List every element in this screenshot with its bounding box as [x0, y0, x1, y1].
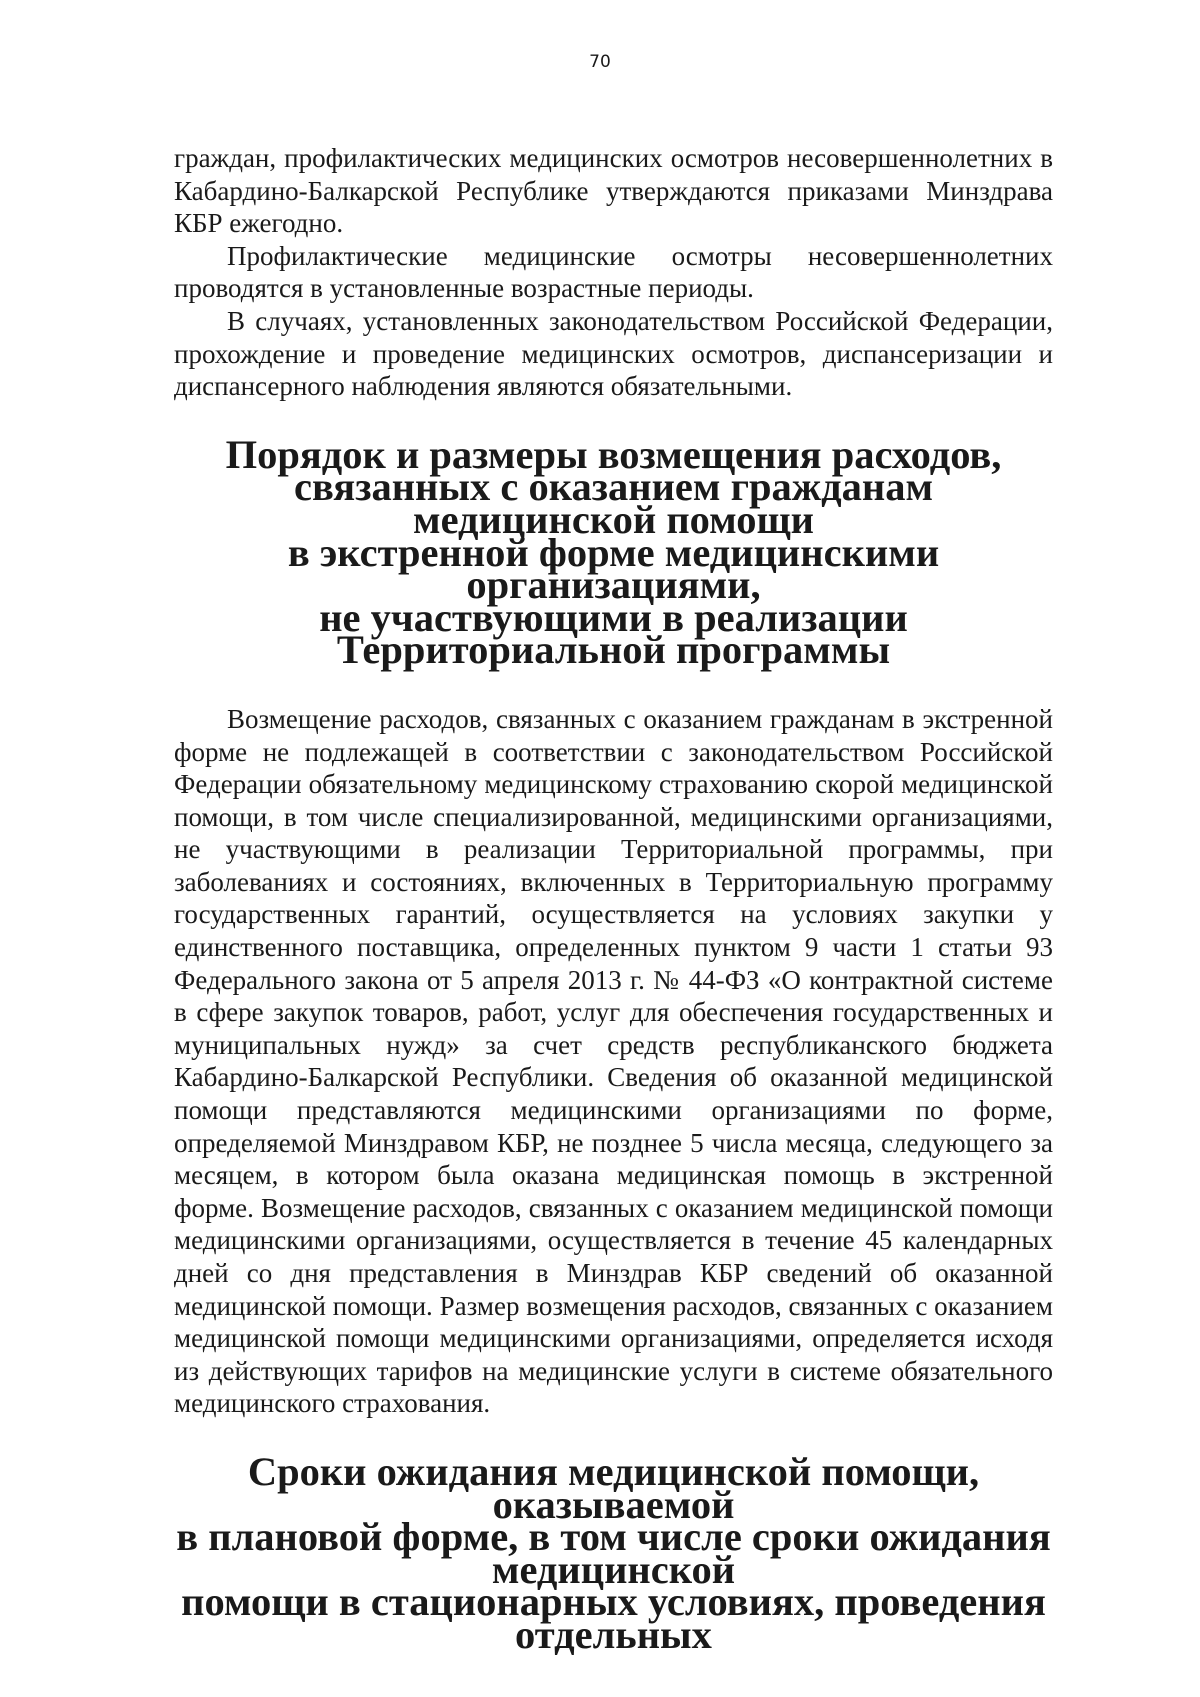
- paragraph-preventive-exams: Профилактические медицинские осмотры несовершеннолетних проводятся в установленные возрастные периоды.: [174, 240, 1053, 304]
- section-heading-waiting-times: [174, 1448, 1053, 1657]
- heading-line: в экстренной форме медицинскими организациями,: [287, 529, 940, 608]
- paragraph-reimbursement: Возмещение расходов, связанных с оказанием гражданам в экстренной форме не подлежащей в соответствии с законодательством Российской Федерации обязательному медицинскому страхованию скорой медицинской помощи, в том числе специализированной, медицинскими организациями, не участвующими в реализации Территориальной программы, при заболеваниях и состояниях, включенных в Территориальную программу государственных гарантий, осуществляется на условиях закупки у единственного поставщика, определенных пунктом 9 части 1 статьи 93 Федерального закона от 5 апреля 2013 г. № 44-ФЗ «О контрактной системе в сфере закупок товаров, работ, услуг для обеспечения государственных и муниципальных нужд» за счет средств республиканского бюджета Кабардино-Балкарской Республики. Сведения об оказанной медицинской помощи представляются медицинскими организациями по форме, определяемой Минздравом КБР, не позднее 5 числа месяца, следующего за месяцем, в котором была оказана медицинская помощь в экстренной форме. Возмещение расходов, связанных с оказанием медицинской помощи медицинскими организациями, осуществляется в течение 45 календарных дней со дня представления в Минздрав КБР сведений об оказанной медицинской помощи. Размер возмещения расходов, связанных с оказанием медицинской помощи медицинскими организациями, определяется исходя из действующих тарифов на медицинские услуги в системе обязательного медицинского страхования.: [174, 703, 1053, 1419]
- heading-line: помощи в стационарных условиях, проведения отдельных: [181, 1579, 1046, 1657]
- paragraph-continued: граждан, профилактических медицинских осмотров несовершеннолетних в Кабардино-Балкарской Республике утверждаются приказами Минздрава КБР ежегодно.: [174, 143, 1053, 239]
- heading-line: Сроки ожидания медицинской помощи, оказываемой: [247, 1448, 980, 1527]
- heading-line: Порядок и размеры возмещения расходов,: [225, 431, 1002, 477]
- heading-line: в плановой форме, в том числе сроки ожидания медицинской: [176, 1514, 1051, 1592]
- paragraph-mandatory-exams: В случаях, установленных законодательством Российской Федерации, прохождение и проведение медицинских осмотров, диспансеризации и диспансерного наблюдения являются обязательными.: [174, 305, 1053, 402]
- document-body: [174, 142, 1053, 1657]
- page-number: 70: [589, 52, 611, 72]
- heading-line: связанных с оказанием гражданам медицинской помощи: [293, 464, 934, 542]
- heading-line: не участвующими в реализации Территориальной программы: [319, 594, 908, 673]
- section-heading-reimbursement: [174, 431, 1053, 673]
